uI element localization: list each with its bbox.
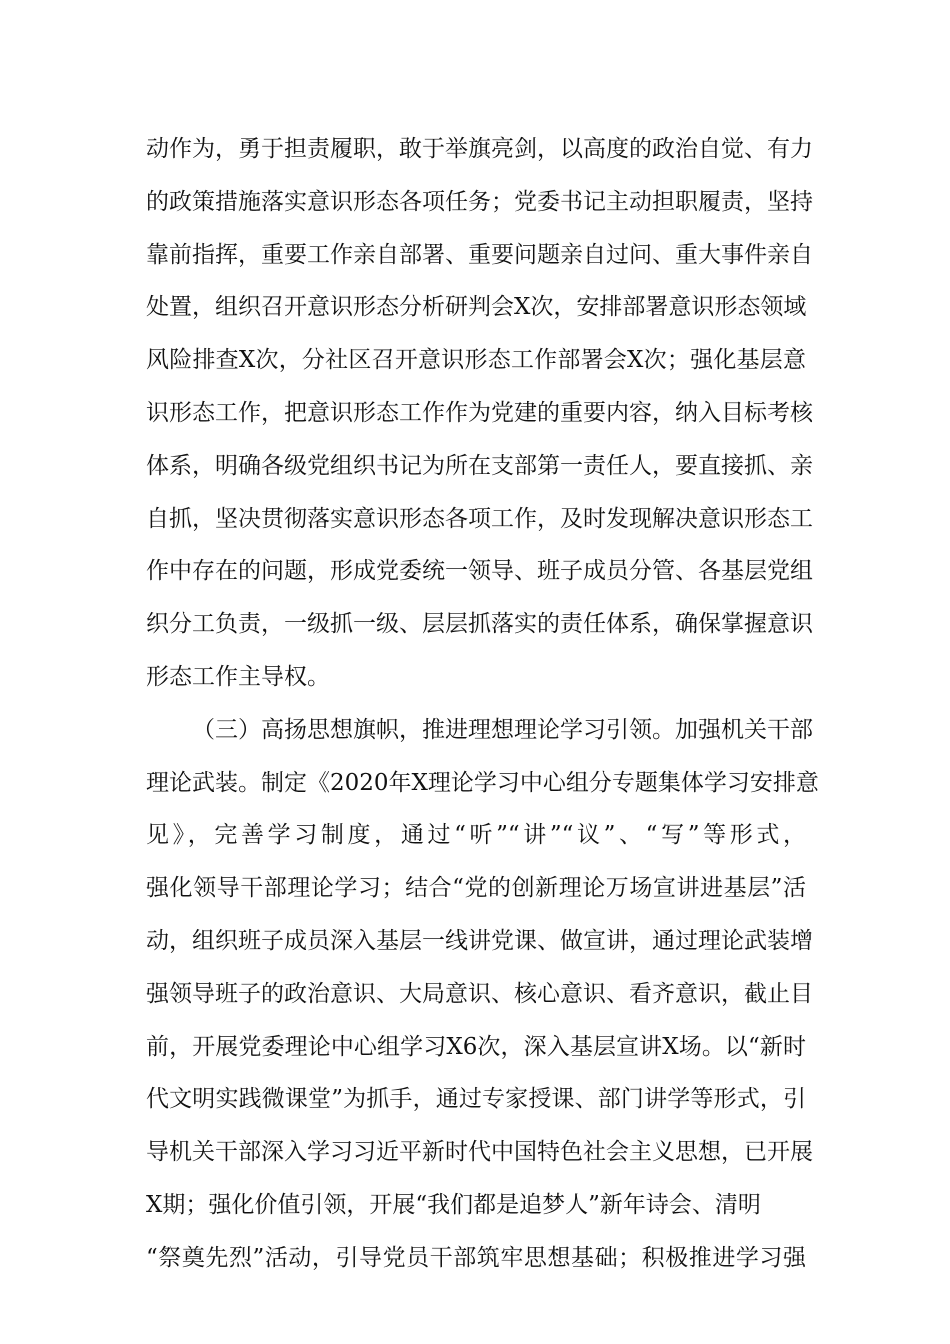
text-line: 见》，完善学习制度，通过“听”“讲”“议”、“写”等形式， (146, 822, 806, 849)
text-line: 动作为，勇于担责履职，敢于举旗亮剑，以高度的政治自觉、有力 (146, 136, 813, 162)
text-line: 风险排查X次，分社区召开意识形态工作部署会X次；强化基层意 (146, 347, 806, 374)
text-line: 理论武装。制定《2020年X理论学习中心组分专题集体学习安排意 (146, 769, 819, 796)
text-line: 靠前指挥，重要工作亲自部署、重要问题亲自过问、重大事件亲自 (146, 241, 813, 268)
text-line: X期；强化价值引领，开展“我们都是追梦人”新年诗会、清明 (146, 1191, 761, 1218)
section-heading-line: （三）高扬思想旗帜，推进理想理论学习引领。加强机关干部 (192, 716, 813, 743)
text-line: 的政策措施落实意识形态各项任务；党委书记主动担职履责，坚持 (146, 188, 813, 215)
text-line: 作中存在的问题，形成党委统一领导、班子成员分管、各基层党组 (146, 558, 813, 585)
paragraph-ideology-responsibility (146, 123, 813, 704)
text-line: 代文明实践微课堂”为抓手，通过专家授课、部门讲学等形式，引 (146, 1086, 806, 1113)
text-line: 形态工作主导权。 (146, 663, 330, 690)
text-line: 识形态工作，把意识形态工作作为党建的重要内容，纳入目标考核 (146, 399, 813, 426)
text-line: 织分工负责，一级抓一级、层层抓落实的责任体系，确保掌握意识 (146, 611, 813, 638)
paragraph-theory-study (146, 704, 819, 1285)
text-line: 体系，明确各级党组织书记为所在支部第一责任人，要直接抓、亲 (146, 452, 813, 479)
text-line: “祭奠先烈”活动，引导党员干部筑牢思想基础；积极推进学习强 (146, 1244, 806, 1271)
text-line: 强领导班子的政治意识、大局意识、核心意识、看齐意识，截止目 (146, 980, 813, 1007)
text-line: 强化领导干部理论学习；结合“党的创新理论万场宣讲进基层”活 (146, 875, 806, 902)
document-body (146, 123, 819, 1285)
text-line: 自抓，坚决贯彻落实意识形态各项工作，及时发现解决意识形态工 (146, 505, 813, 532)
text-line: 导机关干部深入学习习近平新时代中国特色社会主义思想，已开展 (146, 1139, 813, 1166)
text-line: 动，组织班子成员深入基层一线讲党课、做宣讲，通过理论武装增 (146, 927, 813, 954)
text-line: 前，开展党委理论中心组学习X6次，深入基层宣讲X场。以“新时 (146, 1033, 806, 1060)
text-line: 处置，组织召开意识形态分析研判会X次，安排部署意识形态领域 (146, 294, 807, 321)
